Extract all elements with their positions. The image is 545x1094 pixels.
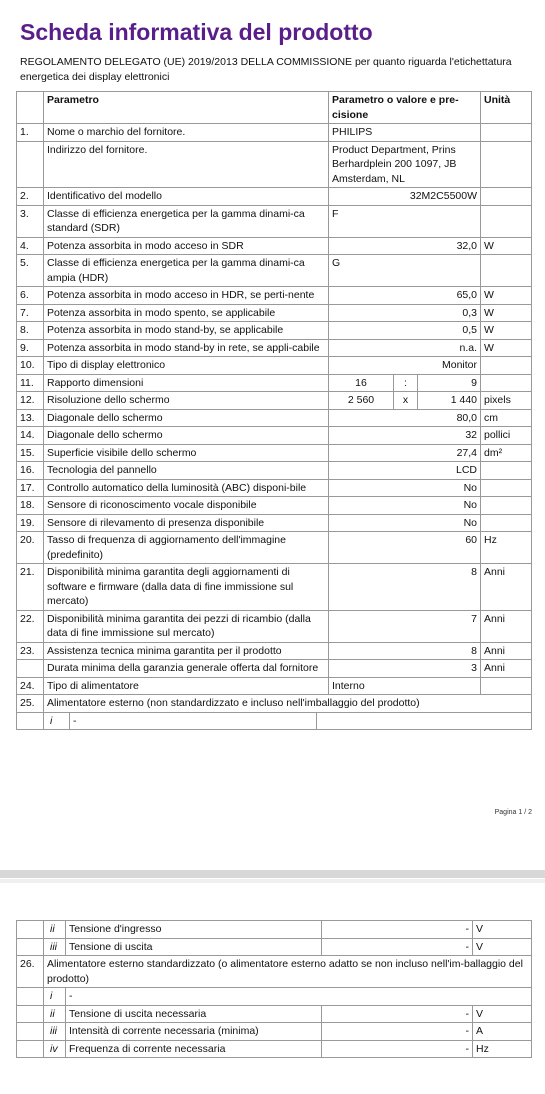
header-num-cell — [17, 92, 44, 124]
row-number: 10. — [17, 357, 44, 375]
row-parameter: Assistenza tecnica minima garantita per il prodotto — [44, 642, 329, 660]
table-row — [17, 188, 532, 206]
row-parameter: Alimentatore esterno standardizzato (o alimentatore esterno adatto se non incluso nell'im-ballaggio del prodotto) — [44, 956, 532, 988]
row-unit: Anni — [481, 610, 532, 642]
table-row — [17, 1023, 532, 1041]
row-value: 32M2C5500W — [329, 188, 481, 206]
table-row — [17, 304, 532, 322]
row-unit: dm² — [481, 444, 532, 462]
row-unit: W — [481, 339, 532, 357]
row-unit — [481, 479, 532, 497]
table-header-row — [17, 92, 532, 124]
row-unit: Hz — [473, 1040, 532, 1058]
row-value-separator: : — [394, 374, 418, 392]
row-number: 5. — [17, 255, 44, 287]
sub-text: - — [70, 713, 317, 730]
row-value: Monitor — [329, 357, 481, 375]
row-parameter: Rapporto dimensioni — [44, 374, 329, 392]
table-row — [17, 124, 532, 142]
row-value-2: 1 440 — [418, 392, 481, 410]
row-value: Interno — [329, 677, 481, 695]
row-parameter: Identificativo del modello — [44, 188, 329, 206]
row-value: 7 — [329, 610, 481, 642]
row-parameter: Diagonale dello schermo — [44, 409, 329, 427]
row-value: No — [329, 497, 481, 515]
table-row — [17, 322, 532, 340]
header-value-cell: Parametro o valore e pre-cisione — [329, 92, 481, 124]
row-value: 60 — [329, 532, 481, 564]
row-roman: i — [44, 988, 66, 1006]
table-row — [17, 427, 532, 445]
row-number: 22. — [17, 610, 44, 642]
row-number — [17, 1005, 44, 1023]
row-value: 80,0 — [329, 409, 481, 427]
row-number: 23. — [17, 642, 44, 660]
row-value: 27,4 — [329, 444, 481, 462]
row-number: 4. — [17, 237, 44, 255]
row-parameter: Tensione di uscita — [66, 938, 322, 956]
regulation-subtitle: REGOLAMENTO DELEGATO (UE) 2019/2013 DELLA COMMISSIONE per quanto riguarda l'etichettatura energetica dei display elettronici — [20, 56, 512, 83]
row-unit: V — [473, 921, 532, 939]
row-roman: ii — [44, 1005, 66, 1023]
table-row — [17, 1040, 532, 1058]
table-row — [17, 677, 532, 695]
row-value: 32,0 — [329, 237, 481, 255]
row-number: 20. — [17, 532, 44, 564]
row-number: 25. — [17, 695, 44, 713]
row-unit: pixels — [481, 392, 532, 410]
page-number: Pagina 1 / 2 — [494, 809, 532, 816]
row-value: 8 — [329, 642, 481, 660]
table-row — [17, 660, 532, 678]
row-value: G — [329, 255, 481, 287]
row-roman: iii — [44, 1023, 66, 1041]
row-parameter: Risoluzione dello schermo — [44, 392, 329, 410]
row-parameter: Classe di efficienza energetica per la gamma dinami-ca standard (SDR) — [44, 205, 329, 237]
header-unit-cell: Unità — [481, 92, 532, 124]
row-number: 8. — [17, 322, 44, 340]
row-unit — [481, 677, 532, 695]
row-parameter: Potenza assorbita in modo acceso in SDR — [44, 237, 329, 255]
row-value: 0,5 — [329, 322, 481, 340]
row-parameter: Sensore di riconoscimento vocale disponibile — [44, 497, 329, 515]
row-number: 9. — [17, 339, 44, 357]
row-value-separator: x — [394, 392, 418, 410]
row-unit — [481, 255, 532, 287]
table-row — [17, 287, 532, 305]
row-parameter: Potenza assorbita in modo spento, se applicabile — [44, 304, 329, 322]
row-roman: iv — [44, 1040, 66, 1058]
row-parameter: Tensione d'ingresso — [66, 921, 322, 939]
table-row — [17, 695, 532, 713]
row-parameter: Sensore di rilevamento di presenza disponibile — [44, 514, 329, 532]
row-unit: W — [481, 287, 532, 305]
row-parameter: Tipo di alimentatore — [44, 677, 329, 695]
table-row — [17, 444, 532, 462]
row-parameter: Potenza assorbita in modo stand-by in rete, se appli-cabile — [44, 339, 329, 357]
row-unit: pollici — [481, 427, 532, 445]
row-parameter: Disponibilità minima garantita dei pezzi di ricambio (dalla data di fine immissione sul mercato) — [44, 610, 329, 642]
row-value: 32 — [329, 427, 481, 445]
row-unit — [481, 462, 532, 480]
row-parameter: Controllo automatico della luminosità (ABC) disponi-bile — [44, 479, 329, 497]
sub-table — [44, 713, 531, 730]
row-number — [17, 1040, 44, 1058]
row-value: - — [322, 1040, 473, 1058]
row-value: 8 — [329, 564, 481, 611]
table-row — [17, 532, 532, 564]
table-row — [17, 642, 532, 660]
row-number: 26. — [17, 956, 44, 988]
row-unit: cm — [481, 409, 532, 427]
row-value: n.a. — [329, 339, 481, 357]
row-unit — [481, 124, 532, 142]
row-parameter: Superficie visibile dello schermo — [44, 444, 329, 462]
row-number: 11. — [17, 374, 44, 392]
table-row — [17, 255, 532, 287]
row-value: LCD — [329, 462, 481, 480]
table-row — [17, 205, 532, 237]
row-parameter: - — [66, 988, 532, 1006]
row-unit: V — [473, 1005, 532, 1023]
row-roman: iii — [44, 938, 66, 956]
table-row — [17, 514, 532, 532]
row-unit: A — [473, 1023, 532, 1041]
row-number: 18. — [17, 497, 44, 515]
row-unit: Anni — [481, 564, 532, 611]
table-row — [17, 956, 532, 988]
row-unit — [481, 374, 532, 392]
row-value: - — [322, 1005, 473, 1023]
row-value: Product Department, Prins Berhardplein 200 1097, JB Amsterdam, NL — [329, 141, 481, 188]
row-number — [17, 938, 44, 956]
row-unit — [481, 188, 532, 206]
row-number: 16. — [17, 462, 44, 480]
row-number: 19. — [17, 514, 44, 532]
row-number: 3. — [17, 205, 44, 237]
row-parameter: Diagonale dello schermo — [44, 427, 329, 445]
table-row — [17, 392, 532, 410]
row-number: 6. — [17, 287, 44, 305]
row-value: No — [329, 479, 481, 497]
row-unit: Anni — [481, 660, 532, 678]
row-value: 3 — [329, 660, 481, 678]
product-info-table-page2 — [16, 920, 532, 1058]
row-value: No — [329, 514, 481, 532]
row-number: 12. — [17, 392, 44, 410]
row-number — [17, 660, 44, 678]
row-parameter: Indirizzo del fornitore. — [44, 141, 329, 188]
row-unit: W — [481, 322, 532, 340]
row-unit: V — [473, 938, 532, 956]
row-parameter: Tipo di display elettronico — [44, 357, 329, 375]
sub-filler — [317, 713, 532, 730]
table-row — [17, 1005, 532, 1023]
row-parameter: Tecnologia del pannello — [44, 462, 329, 480]
row-number — [17, 1023, 44, 1041]
row-number: 2. — [17, 188, 44, 206]
table-row — [17, 712, 532, 730]
row-parameter: Tasso di frequenza di aggiornamento dell'immagine (predefinito) — [44, 532, 329, 564]
page-title: Scheda informativa del prodotto — [20, 19, 373, 45]
table-row — [17, 339, 532, 357]
row-number: 24. — [17, 677, 44, 695]
header-param-cell: Parametro — [44, 92, 329, 124]
row-parameter: Disponibilità minima garantita degli aggiornamenti di software e firmware (dalla data di fine immissione sul mercato) — [44, 564, 329, 611]
row-unit — [481, 514, 532, 532]
row-value: PHILIPS — [329, 124, 481, 142]
table-row — [17, 479, 532, 497]
row-parameter: Potenza assorbita in modo acceso in HDR, se perti-nente — [44, 287, 329, 305]
table-row — [17, 564, 532, 611]
row-value-2: 9 — [418, 374, 481, 392]
row-parameter: Alimentatore esterno (non standardizzato e incluso nell'imballaggio del prodotto) — [44, 695, 532, 713]
row-unit — [481, 205, 532, 237]
row-parameter: Nome o marchio del fornitore. — [44, 124, 329, 142]
row-number — [17, 988, 44, 1006]
row-parameter: Potenza assorbita in modo stand-by, se applicabile — [44, 322, 329, 340]
row-number: 13. — [17, 409, 44, 427]
row-parameter: Durata minima della garanzia generale offerta dal fornitore — [44, 660, 329, 678]
row-number: 15. — [17, 444, 44, 462]
row-value-1: 2 560 — [329, 392, 394, 410]
row-unit — [481, 141, 532, 188]
row-number — [17, 712, 44, 730]
product-info-table — [16, 91, 532, 730]
table-row — [17, 610, 532, 642]
row-number: 14. — [17, 427, 44, 445]
row-value: - — [322, 921, 473, 939]
row-unit — [481, 497, 532, 515]
row-parameter: Frequenza di corrente necessaria — [66, 1040, 322, 1058]
table-row — [17, 409, 532, 427]
sub-roman: i — [44, 713, 70, 730]
page-separator-shadow — [0, 879, 545, 883]
row-number — [17, 921, 44, 939]
row-unit: W — [481, 237, 532, 255]
row-number: 1. — [17, 124, 44, 142]
sub-row — [44, 713, 531, 730]
row-unit: Anni — [481, 642, 532, 660]
row-value: F — [329, 205, 481, 237]
row-parameter: Intensità di corrente necessaria (minima) — [66, 1023, 322, 1041]
table-row — [17, 357, 532, 375]
row-parameter: Tensione di uscita necessaria — [66, 1005, 322, 1023]
table-row — [17, 921, 532, 939]
table-row — [17, 938, 532, 956]
page-separator — [0, 870, 545, 878]
row-unit — [481, 357, 532, 375]
table-row — [17, 374, 532, 392]
row-number — [17, 141, 44, 188]
table-row — [17, 497, 532, 515]
row-value: 0,3 — [329, 304, 481, 322]
row-parameter: Classe di efficienza energetica per la gamma dinami-ca ampia (HDR) — [44, 255, 329, 287]
row-value-1: 16 — [329, 374, 394, 392]
row-value: - — [322, 1023, 473, 1041]
table-row — [17, 462, 532, 480]
row-number: 21. — [17, 564, 44, 611]
row-number: 17. — [17, 479, 44, 497]
table-row — [17, 141, 532, 188]
row-unit: W — [481, 304, 532, 322]
row-number: 7. — [17, 304, 44, 322]
row-value: - — [322, 938, 473, 956]
row-roman: ii — [44, 921, 66, 939]
row-value: 65,0 — [329, 287, 481, 305]
row-sub-container — [44, 712, 532, 730]
table-row — [17, 988, 532, 1006]
row-unit: Hz — [481, 532, 532, 564]
table-row — [17, 237, 532, 255]
